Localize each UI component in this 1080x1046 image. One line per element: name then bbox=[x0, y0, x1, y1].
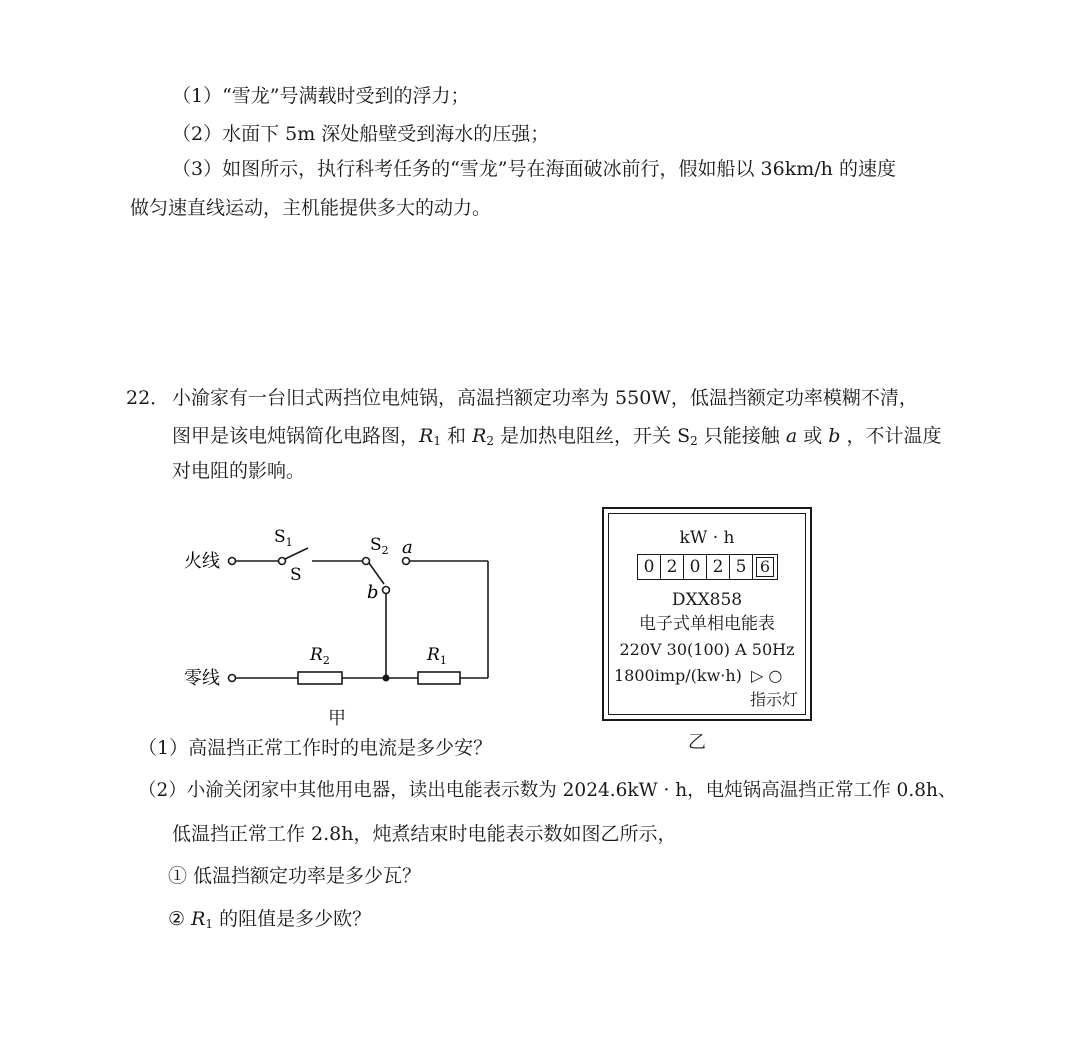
q22-intro-line3: 对电阻的影响。 bbox=[172, 460, 306, 482]
q22-intro-line2-b: 是加热电阻丝，开关 S bbox=[494, 425, 691, 447]
neutral-terminal bbox=[229, 675, 236, 682]
meter-imp-text: 1800imp/(kw·h) bbox=[614, 666, 742, 685]
q22-intro-line2-d: ，不计温度 bbox=[840, 425, 942, 447]
q21-part3-line1: （3）如图所示，执行科考任务的“雪龙”号在海面破冰前行，假如船以 36km/h 的速度 bbox=[172, 158, 896, 180]
circuit-diagram bbox=[180, 520, 510, 730]
s2-blade bbox=[369, 563, 384, 584]
q22-part2-line2: 低温挡正常工作 2.8h，炖煮结束时电能表示数如图乙所示， bbox=[172, 823, 677, 845]
contact-b-terminal bbox=[383, 587, 390, 594]
live-terminal bbox=[229, 558, 236, 565]
r1-subscript: 1 bbox=[433, 434, 441, 448]
meter-digit: 0 bbox=[638, 555, 661, 579]
q22-part2-line1: （2）小渝关闭家中其他用电器，读出电能表示数为 2024.6kW · h，电炖锅高温挡正常工作 0.8h、 bbox=[138, 780, 957, 801]
figure-yi-caption: 乙 bbox=[688, 732, 706, 753]
meter-model: DXX858 bbox=[671, 590, 743, 610]
figure-jia-caption: 甲 bbox=[328, 708, 346, 729]
r2-subscript: 2 bbox=[486, 434, 495, 448]
r1-symbol: R bbox=[419, 425, 434, 447]
b-label: b bbox=[367, 582, 379, 603]
r2-resistor bbox=[298, 672, 342, 684]
contact-b: b bbox=[828, 425, 841, 447]
q22-sub2-r-symbol: R bbox=[191, 908, 206, 930]
s2-label: $S_2$ bbox=[370, 535, 389, 557]
meter-decimal-digit-value: 6 bbox=[756, 557, 774, 577]
meter-digit: 0 bbox=[684, 555, 707, 579]
meter-digit: 2 bbox=[707, 555, 730, 579]
q22-intro-line2 bbox=[172, 424, 942, 453]
meter-rating: 220V 30(100) A 50Hz bbox=[619, 640, 795, 659]
live-label: 火线 bbox=[184, 551, 220, 572]
neutral-label: 零线 bbox=[184, 668, 220, 689]
energy-meter bbox=[602, 507, 812, 721]
q22-number: 22． bbox=[126, 387, 170, 409]
indicator-light-icon: ▷ ○ bbox=[751, 666, 783, 685]
indicator-light-label: 指示灯 bbox=[749, 690, 798, 709]
s1-left-contact bbox=[279, 558, 286, 565]
contact-a-terminal bbox=[403, 558, 410, 565]
s2-subscript: 2 bbox=[690, 434, 698, 448]
meter-decimal-digit bbox=[753, 555, 777, 579]
q22-part1: （1）高温挡正常工作时的电流是多少安？ bbox=[138, 737, 493, 759]
and-text: 和 bbox=[440, 425, 473, 447]
a-label: a bbox=[402, 537, 413, 558]
q22-intro-line2-c: 只能接触 bbox=[697, 425, 786, 447]
q21-part2: （2）水面下 5m 深处船壁受到海水的压强； bbox=[172, 123, 550, 145]
q22-sub2-prefix: ② bbox=[168, 908, 192, 930]
q22-sub2 bbox=[168, 907, 371, 936]
r2-label: $R_2$ bbox=[310, 645, 330, 667]
q22-sub2-r-subscript: 1 bbox=[205, 917, 214, 931]
r1-label: $R_1$ bbox=[427, 645, 447, 667]
meter-digit-box bbox=[637, 554, 778, 580]
s1-blade bbox=[285, 548, 308, 559]
q21-part3-line2: 做匀速直线运动，主机能提供多大的动力。 bbox=[130, 197, 492, 219]
meter-unit: kW · h bbox=[679, 528, 735, 548]
or-text: 或 bbox=[797, 425, 829, 447]
meter-imp bbox=[614, 665, 782, 687]
r2-symbol: R bbox=[472, 425, 487, 447]
s-mark-label: S bbox=[290, 565, 302, 585]
s1-label: $S_1$ bbox=[274, 527, 293, 549]
contact-a: a bbox=[785, 425, 798, 447]
junction-node bbox=[383, 675, 390, 682]
q22-sub2-suffix: 的阻值是多少欧？ bbox=[213, 908, 372, 930]
meter-digit: 5 bbox=[730, 555, 753, 579]
r1-resistor bbox=[418, 672, 460, 684]
q21-part1: （1）“雪龙”号满载时受到的浮力； bbox=[172, 85, 470, 107]
meter-digit: 2 bbox=[661, 555, 684, 579]
q22-intro-line1: 小渝家有一台旧式两挡位电炖锅，高温挡额定功率为 550W，低温挡额定功率模糊不清， bbox=[172, 387, 918, 409]
q22-intro-line2-a: 图甲是该电炖锅简化电路图， bbox=[172, 425, 420, 447]
meter-name: 电子式单相电能表 bbox=[639, 614, 775, 634]
q22-sub1: ① 低温挡额定功率是多少瓦？ bbox=[168, 865, 422, 887]
